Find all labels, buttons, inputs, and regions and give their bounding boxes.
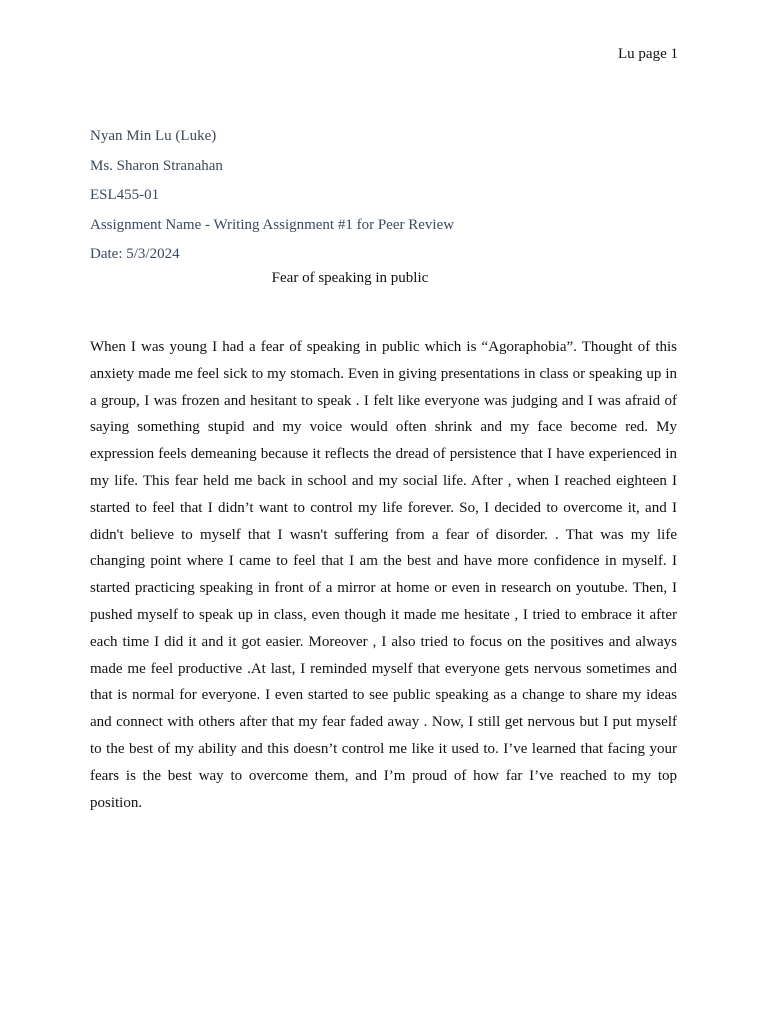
page-header: Lu page 1 (618, 46, 678, 62)
date-line: Date: 5/3/2024 (90, 246, 180, 262)
essay-body: When I was young I had a fear of speaking in public which is “Agoraphobia”. Thought of this anxiety made me feel sick to my stomach. Even in giving presentations in class or speaking up in a group, I was frozen and hesitant to speak . I felt like everyone was judging and I was afraid of saying something stupid and my voice would often shrink and my face become red. My expression feels demeaning because it reflects the dread of persistence that I have experienced in my life. This fear held me back in school and my social life. After , when I reached eighteen I started to feel that I didn’t want to control my life forever. So, I decided to overcome it, and I didn't believe to myself that I wasn't suffering from a fear of disorder. . That was my life changing point where I came to feel that I am the best and have more confidence in myself. I started practicing speaking in front of a mirror at home or even in research on youtube. Then, I pushed myself to speak up in class, even though it made me hesitate , I tried to embrace it after each time I did it and it got easier. Moreover , I also tried to focus on the positives and always made me feel productive .At last, I reminded myself that everyone gets nervous sometimes and that is normal for everyone. I even started to see public speaking as a change to share my ideas and connect with others after that my fear faded away . Now, I still get nervous but I put myself to the best of my ability and this doesn’t control me like it used to. I’ve learned that facing your fears is the best way to overcome them, and I’m proud of how far I’ve reached to my top position. (90, 339, 677, 811)
essay-title: Fear of speaking in public (271, 270, 429, 286)
assignment-name: Assignment Name - Writing Assignment #1 for Peer Review (90, 216, 455, 233)
student-name: Nyan Min Lu (Luke) (90, 128, 217, 144)
mla-heading (90, 122, 680, 270)
course-code: ESL455-01 (90, 187, 160, 203)
instructor-name: Ms. Sharon Stranahan (90, 157, 223, 174)
